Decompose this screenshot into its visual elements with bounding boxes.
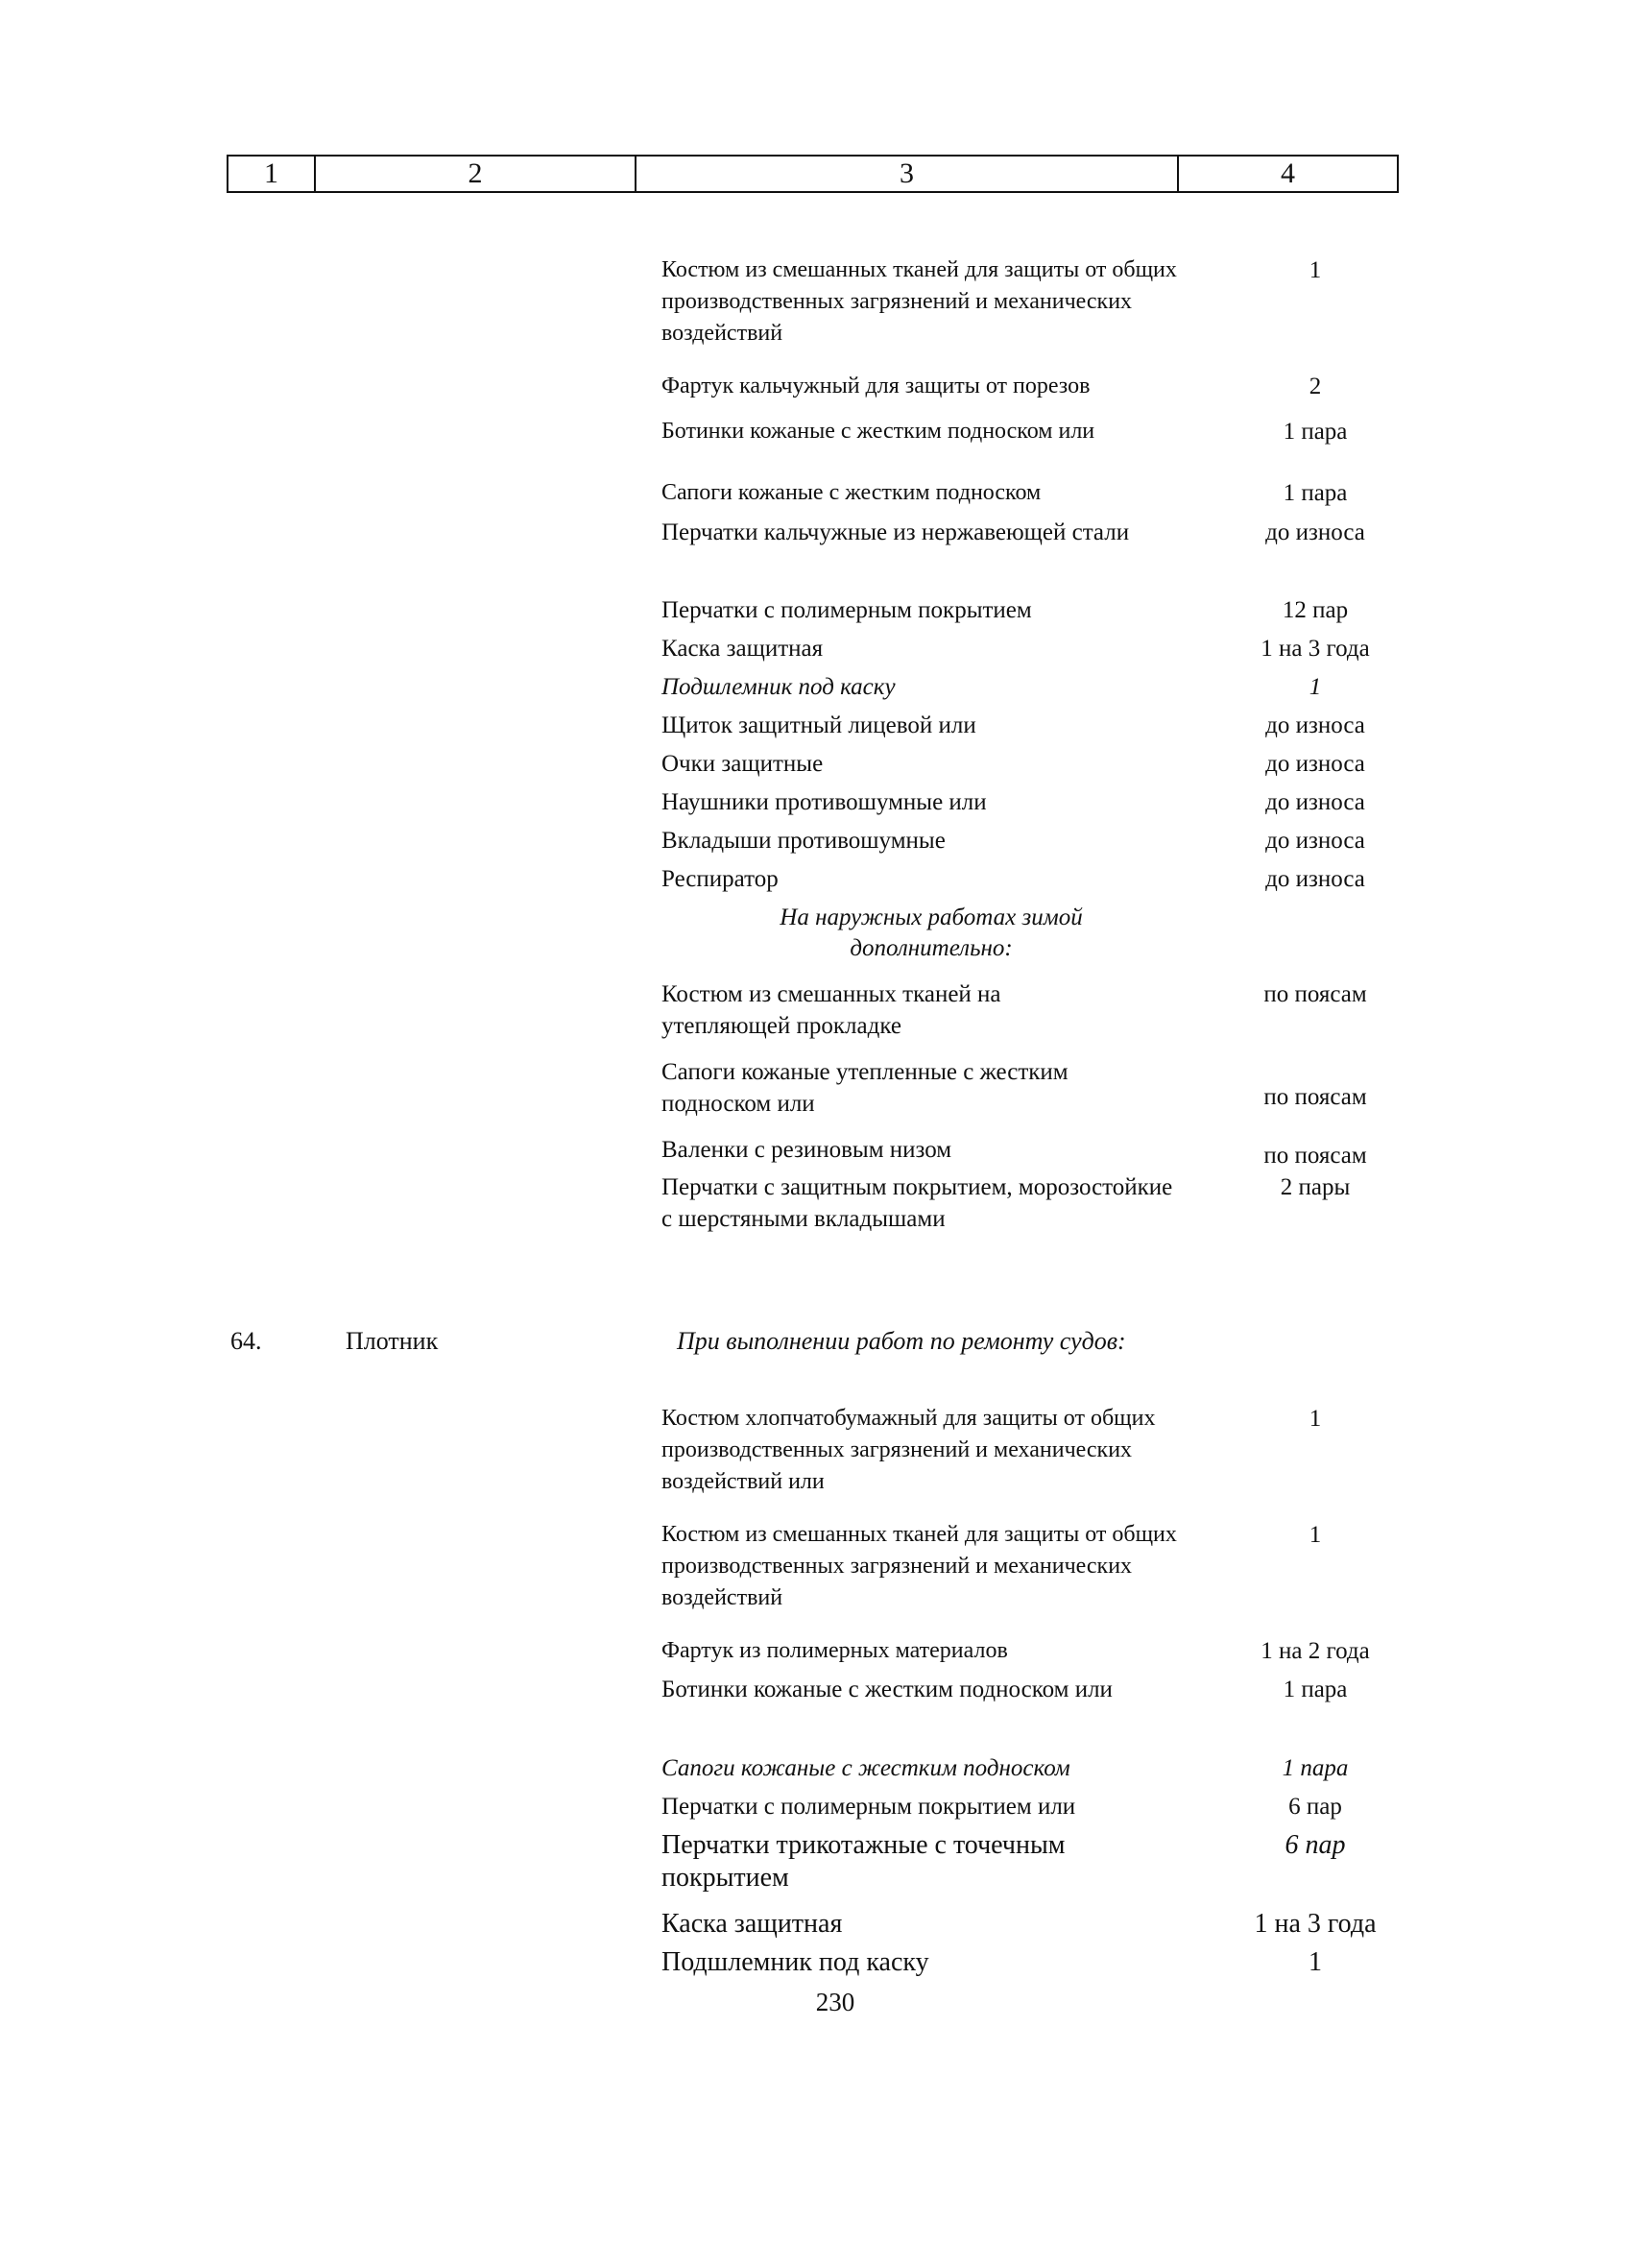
item-name: Костюм из смешанных тканей на утепляющей прокладке <box>661 981 1001 1039</box>
item-name: Валенки с резиновым низом <box>661 1137 952 1163</box>
item-name: Перчатки с полимерным покрытием или <box>661 1794 1076 1820</box>
item-norm: до износа <box>1265 712 1365 738</box>
item-name: Подшлемник под каску <box>661 674 896 700</box>
item-name: Костюм из смешанных тканей для защиты от общих производственных загрязнений и механических воздействий <box>661 1522 1177 1610</box>
item-norm: 6 пар <box>1288 1794 1342 1820</box>
item-norm: 1 пара <box>1282 1755 1349 1781</box>
column-header-3: 3 <box>636 157 1179 191</box>
item-name: Очки защитные <box>661 751 824 777</box>
item-name: Перчатки с защитным покрытием, морозостойкие с шерстяными вкладышами <box>661 1174 1173 1232</box>
item-norm: 2 пары <box>1280 1174 1351 1200</box>
column-header-4: 4 <box>1281 157 1295 189</box>
item-norm: до износа <box>1265 828 1365 854</box>
item-norm: 1 <box>1309 674 1322 700</box>
item-name: Сапоги кожаные с жестким подноском <box>661 1755 1070 1781</box>
column-header-2: 2 <box>316 157 636 191</box>
column-header-1: 1 <box>228 157 316 191</box>
item-name: Сапоги кожаные утепленные с жестким подноском или <box>661 1059 1069 1117</box>
column-header-table <box>227 155 1399 193</box>
item-name: Каска защитная <box>661 1909 843 1939</box>
item-norm: 1 на 3 года <box>1261 636 1370 662</box>
item-norm: 1 <box>1309 257 1322 283</box>
item-name: Сапоги кожаные с жестким подноском <box>661 480 1042 505</box>
item-norm: до износа <box>1265 519 1365 545</box>
item-norm: 1 пара <box>1283 480 1348 506</box>
winter-section-heading: На наружных работах зимой дополнительно: <box>780 905 1083 961</box>
item-name: Респиратор <box>661 866 779 892</box>
item-norm: 2 <box>1309 374 1322 399</box>
item-norm: 1 <box>1309 1947 1322 1977</box>
item-name: Перчатки трикотажные с точечным покрытием <box>661 1830 1066 1893</box>
group-heading: При выполнении работ по ремонту судов: <box>677 1327 1126 1355</box>
item-name: Вкладыши противошумные <box>661 828 946 854</box>
item-name: Фартук из полимерных материалов <box>661 1638 1008 1663</box>
item-norm: 6 пар <box>1285 1830 1346 1860</box>
profession-name: Плотник <box>346 1327 439 1355</box>
page-number: 230 <box>815 1988 855 2016</box>
item-name: Фартук кальчужный для защиты от порезов <box>661 374 1091 398</box>
item-name: Щиток защитный лицевой или <box>661 712 976 738</box>
item-name: Подшлемник под каску <box>661 1947 929 1977</box>
profession-number: 64. <box>230 1327 262 1355</box>
item-norm: по поясам <box>1263 1084 1367 1110</box>
item-name: Перчатки кальчужные из нержавеющей стали <box>661 519 1130 545</box>
item-name: Ботинки кожаные с жестким подноском или <box>661 1677 1113 1702</box>
item-norm: 12 пар <box>1282 597 1349 623</box>
item-norm: 1 пара <box>1283 419 1348 445</box>
item-name: Наушники противошумные или <box>661 789 987 815</box>
item-name: Ботинки кожаные с жестким подноском или <box>661 419 1095 444</box>
item-name: Костюм хлопчатобумажный для защиты от общих производственных загрязнений и механических воздействий или <box>661 1406 1156 1494</box>
item-norm: до износа <box>1265 751 1365 777</box>
item-name: Перчатки с полимерным покрытием <box>661 597 1032 623</box>
item-norm: 1 на 2 года <box>1261 1638 1370 1664</box>
item-norm: до износа <box>1265 789 1365 815</box>
item-name: Костюм из смешанных тканей для защиты от общих производственных загрязнений и механических воздействий <box>661 257 1177 346</box>
item-norm: 1 на 3 года <box>1254 1909 1377 1939</box>
item-norm: 1 пара <box>1283 1677 1348 1702</box>
item-norm: 1 <box>1309 1522 1322 1548</box>
item-norm: по поясам <box>1263 981 1367 1007</box>
item-norm: по поясам <box>1263 1143 1367 1169</box>
item-norm: 1 <box>1309 1406 1322 1432</box>
item-norm: до износа <box>1265 866 1365 892</box>
item-name: Каска защитная <box>661 636 824 662</box>
